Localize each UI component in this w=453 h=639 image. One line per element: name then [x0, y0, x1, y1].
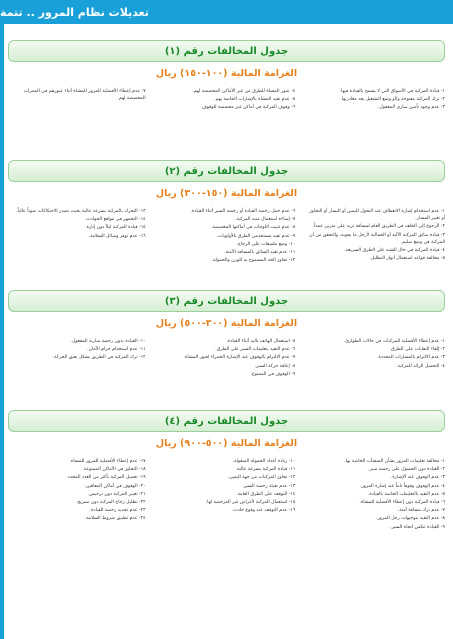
list-item: ٧- عدم إعطاء الأفضلية للمرور للمشاة أثناء عبورهم في الممرات المخصصة لهم.: [23, 89, 146, 102]
list-item: ١٧- عدم إعطاء الأفضلية للمرور للمشاة.: [69, 459, 146, 464]
column-left: [8, 208, 146, 265]
side-accent-strip: [0, 24, 4, 639]
list-item: ٨- إعاقة حركة السير.: [254, 363, 296, 369]
table-heading-band: [8, 410, 445, 432]
fine-range: الغرامة المالية (١٥٠-٣٠٠) ريال: [155, 188, 298, 199]
list-item: ٤- عبور المشاة للطرق من غير الأماكن المخصصة لهم.: [192, 89, 296, 94]
list-item: ٦- عدم حمل رخصة القيادة أو رخصة السير أثناء القيادة.: [190, 209, 296, 214]
list-item: ٢- إلقاء النفايات على الطرق.: [389, 347, 445, 353]
violations-table-4: [8, 410, 445, 532]
table-heading: جدول المخالفات رقم (٤): [164, 415, 289, 427]
column-left: [8, 458, 146, 532]
fine-range: الغرامة المالية (١٠٠-١٥٠) ريال: [155, 68, 298, 79]
column-middle: [158, 208, 296, 265]
list-item: ١١- قيادة المركبة بسرعة عالية.: [235, 467, 296, 473]
list-item: ١٢- تجاوز الحد المسموح به للوزن والحمولة.: [211, 258, 296, 264]
violations-table-3: [8, 290, 445, 379]
list-item: ٣- عدم وجود تأمين ساري المفعول.: [377, 105, 445, 111]
list-item: ٥- استعمال الهاتف باليد أثناء القيادة.: [226, 339, 296, 344]
list-item: ٢٤- عدم تطبيق شروط السلامة.: [84, 516, 146, 522]
list-item: ٨- عدم تثبيت اللوحات في أماكنها المخصصة.: [210, 225, 296, 231]
list-item: ٢٣- عدم تجديد رخصة القيادة.: [89, 508, 146, 514]
list-item: ١١- عدم استخدام حزام الأمان.: [87, 347, 146, 353]
list-item: ١٩- تحميل المركبة بأكثر من العدد المحدد.: [66, 475, 146, 481]
list-item: ٧- عدم ترك مسافة آمنة.: [397, 508, 445, 514]
table-heading-band: [8, 160, 445, 182]
list-item: ٣- عدم الوقوف عند الإشارة.: [390, 475, 445, 481]
list-item: ٤- التحميل الزائد للمركبة.: [396, 363, 445, 369]
column-right: [307, 88, 445, 113]
column-right: [307, 208, 445, 265]
list-item: ١- عدم استخدام إشارة الانعطاف عند التحول لليمين أو اليسار أو التجاوز أو تغيير المسار.: [309, 209, 445, 222]
table-heading-band: [8, 40, 445, 62]
list-item: ٦- قيادة المركبة دون إعطاء الأفضلية للمشاة.: [359, 500, 445, 506]
list-item: ٤- قيادة المركبة في حال الشبه على الطرق السريعة.: [344, 248, 445, 254]
column-left: [8, 338, 146, 379]
list-item: ١١- عدم تقيد السائق بالمسافة الآمنة.: [224, 250, 296, 256]
list-item: ٢٠- الوقوف في أماكن المعاقين.: [84, 483, 146, 489]
fine-range: الغرامة المالية (٣٠٠-٥٠٠) ريال: [155, 318, 298, 329]
table-heading-band: [8, 290, 445, 312]
list-item: ٧- إساءة استعمال منبه المركبة.: [235, 217, 296, 223]
list-item: ٢٢- تظليل زجاج المركبة دون تصريح.: [75, 500, 146, 506]
list-item: ٥- مخالفة قواعد استعمال أنوار التظليل.: [369, 256, 445, 262]
list-item: ١٠- وضع ملصقات على الزجاج.: [236, 241, 296, 247]
fine-range: الغرامة المالية (٥٠٠-٩٠٠) ريال: [155, 438, 298, 449]
list-item: ١٨- التجاوز في الأماكن الممنوعة.: [82, 467, 146, 473]
list-item: ٢- الرجوع إلى الخلف في الطريق العام لمسافة تزيد على مترين عمداً.: [312, 224, 445, 230]
list-item: ٩- عدم تقيد مستخدمي الطرق بالأولويات.: [216, 233, 296, 239]
list-item: ١- عدم إعطاء الأفضلية للمركبات في حالات الطوارئ.: [343, 339, 445, 344]
list-item: ١٢- تجاوز المركبات من جهة اليمين.: [227, 475, 296, 481]
list-item: ١٤- التجمهر في مواقع الحوادث.: [84, 217, 146, 223]
column-middle: [158, 338, 296, 379]
list-item: ٨- عدم التقيد بتوجيهات رجل المرور.: [375, 516, 445, 522]
list-item: ١٣- عدم تعبئة رخصة السير.: [242, 483, 296, 489]
list-item: ١٦- عدم توفر وسائل السلامة.: [88, 233, 146, 239]
list-item: ٧- عدم الالتزام بالوقوف عند الإشارة الحمراء لعبور المشاة.: [183, 355, 296, 361]
list-item: ١- قيادة المركبة في الأسواق التي لا يسمح بالقيادة فيها.: [339, 89, 445, 94]
table-heading: جدول المخالفات رقم (٣): [164, 295, 289, 307]
list-item: ٤- عدم الوقوف وقوفاً تاماً عند إشارة المرور.: [359, 483, 445, 489]
list-item: ٣- قيادة سائق المركبة الآلية أو الحمالية لأرجل ما يحويه، والتحقق من أن المركبة في وضع سليم.: [309, 232, 445, 245]
list-item: ٢- القيادة دون الحصول على رخصة سير.: [368, 467, 445, 473]
list-item: ١٦- عدم التوقف عند وقوع حادث.: [231, 508, 296, 514]
list-item: ٦- وقوف المركبة في أماكن غير مخصصة للوقوف.: [200, 105, 296, 111]
list-item: ٦- عدم التقيد بتعليمات السير على الطرق.: [215, 347, 296, 353]
list-item: ٥- عدم التقيد بالتعليمات الخاصة بالقيادة.: [367, 491, 445, 497]
table-heading: جدول المخالفات رقم (١): [164, 45, 289, 57]
list-item: ١- مخالفة تعليمات المرور بشأن المنشآت الخاصة بها.: [344, 459, 445, 464]
list-item: ٢١- تغيير المركبة دون ترخيص.: [87, 491, 146, 497]
page-title: تعديلات نظام المرور .. تتمة: [0, 5, 149, 19]
column-middle: [158, 458, 296, 532]
list-item: ١٤- التوقف على الطرق العامة.: [236, 491, 296, 497]
table-heading: جدول المخالفات رقم (٢): [164, 165, 289, 177]
page-header: [0, 0, 453, 24]
column-right: [307, 458, 445, 532]
list-item: ٩- الوقوف في الممنوع.: [250, 371, 296, 377]
list-item: ١٢- ترك المركبة في الطريق بشكل يعيق الحركة.: [52, 355, 146, 361]
list-item: ١٥- قيادة المركبة ليلاً دون إنارة.: [85, 225, 146, 231]
list-item: ١٥- استعمال المركبة لأغراض غير المرخصة لها.: [205, 500, 296, 506]
list-item: ١٠- القيادة بدون رخصة سارية المفعول.: [70, 339, 146, 344]
column-left: [8, 88, 146, 113]
list-item: ٩- القيادة عكس اتجاه السير.: [390, 524, 445, 530]
violations-table-1: [8, 40, 445, 113]
list-item: ١٣- التحرك بالمركبة بسرعة عالية بحيث تصدر الاحتكاكات صوتاً عالياً.: [16, 209, 146, 214]
list-item: ١٠- زيادة أعداد الحمولة المنقولة.: [232, 459, 296, 464]
list-item: ٥- عدم تقيد المشاة بالإشارات الخاصة بهم.: [214, 97, 296, 103]
column-middle: [158, 88, 296, 113]
list-item: ٣- عدم الالتزام بالمسارات المحددة.: [377, 355, 445, 361]
column-right: [307, 338, 445, 379]
list-item: ٢- ترك المركبة مفتوحة و/أو وضع التشغيل بعد مغادرتها.: [340, 97, 445, 103]
violations-table-2: [8, 160, 445, 265]
